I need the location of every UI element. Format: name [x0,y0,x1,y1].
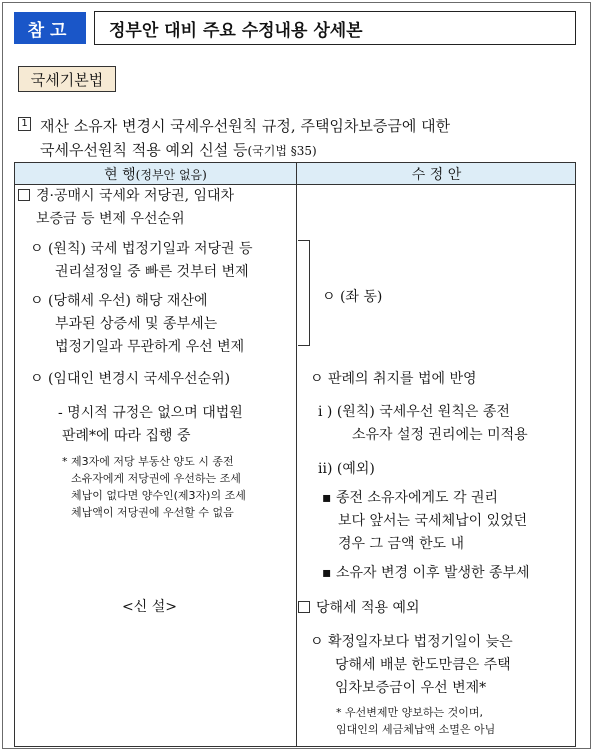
left-item-principle: ㅇ (원칙) 국세 법정기일과 저당권 등 권리설정일 중 빠른 것부터 변제 [30,241,253,280]
checkbox-square-icon [298,601,310,613]
right-bullet-1: ▪ 종전 소유자에게도 각 권리 보다 앞서는 국세체납이 있었던 경우 그 금액 한도 내 [322,490,528,552]
document-title [94,11,576,45]
right-item-reflect: ㅇ 판례의 취지를 법에 반영 [310,371,477,387]
right-sub-principle: i ) (원칙) 국세우선 원칙은 종전 소유자 설정 권리에는 미적용 [318,404,528,443]
bracket [298,240,310,346]
law-tag: 국세기본법 [18,66,116,92]
left-heading: 경·공매시 국세와 저당권, 임대차 보증금 등 변제 우선순위 [18,185,234,231]
section-ref: (국기법 §35) [247,144,317,158]
right-item-tax-exception: ㅇ 확정일자보다 법정기일이 늦은 당해세 배분 한도만큼은 주택 임차보증금이 우선 변제* [310,634,513,696]
right-same: ㅇ (좌 동) [322,289,383,305]
left-item-owner-change: ㅇ (임대인 변경시 국세우선순위) [30,371,231,387]
section-title-line2: 국세우선원칙 적용 예외 신설 등(국기법 §35) [40,141,317,159]
left-new-label: <신 설> [122,599,177,615]
reference-badge: 참고 [14,12,86,44]
header-current-note: (정부안 없음) [135,167,207,182]
left-item-priority: ㅇ (당해세 우선) 해당 재산에 부과된 상증세 및 종부세는 법정기일과 무관하게 우선 변제 [30,293,245,355]
section-title-line1: 재산 소유자 변경시 국세우선원칙 규정, 주택임차보증금에 대한 [40,117,451,135]
column-divider [296,163,297,746]
header-current: 현 행 (정부안 없음) [104,167,207,183]
left-item-case-law: - 명시적 규정은 없으며 대법원 판례*에 따라 집행 중 [58,405,243,444]
right-heading: 당해세 적용 예외 [298,597,420,620]
right-sub-exception: ii) (예외) [318,461,375,477]
title-text: 정부안 대비 주요 수정내용 상세본 [109,20,363,41]
checkbox-square-icon [18,189,30,201]
header-revised: 수 정 안 [411,167,462,183]
right-bullet-2: ▪ 소유자 변경 이후 발생한 종부세 [322,565,530,581]
left-note: * 제3자에 저당 부동산 양도 시 종전 소유자에게 저당권에 우선하는 조세 체납이 없다면 양수인(제3자)의 조세 체납액이 저당권에 우선할 수 없음 [62,455,246,519]
right-note: * 우선변제만 양보하는 것이며, 임대인의 세금체납액 소멸은 아님 [336,706,496,736]
section-number-icon: 1 [18,117,31,131]
section-title [40,114,580,163]
